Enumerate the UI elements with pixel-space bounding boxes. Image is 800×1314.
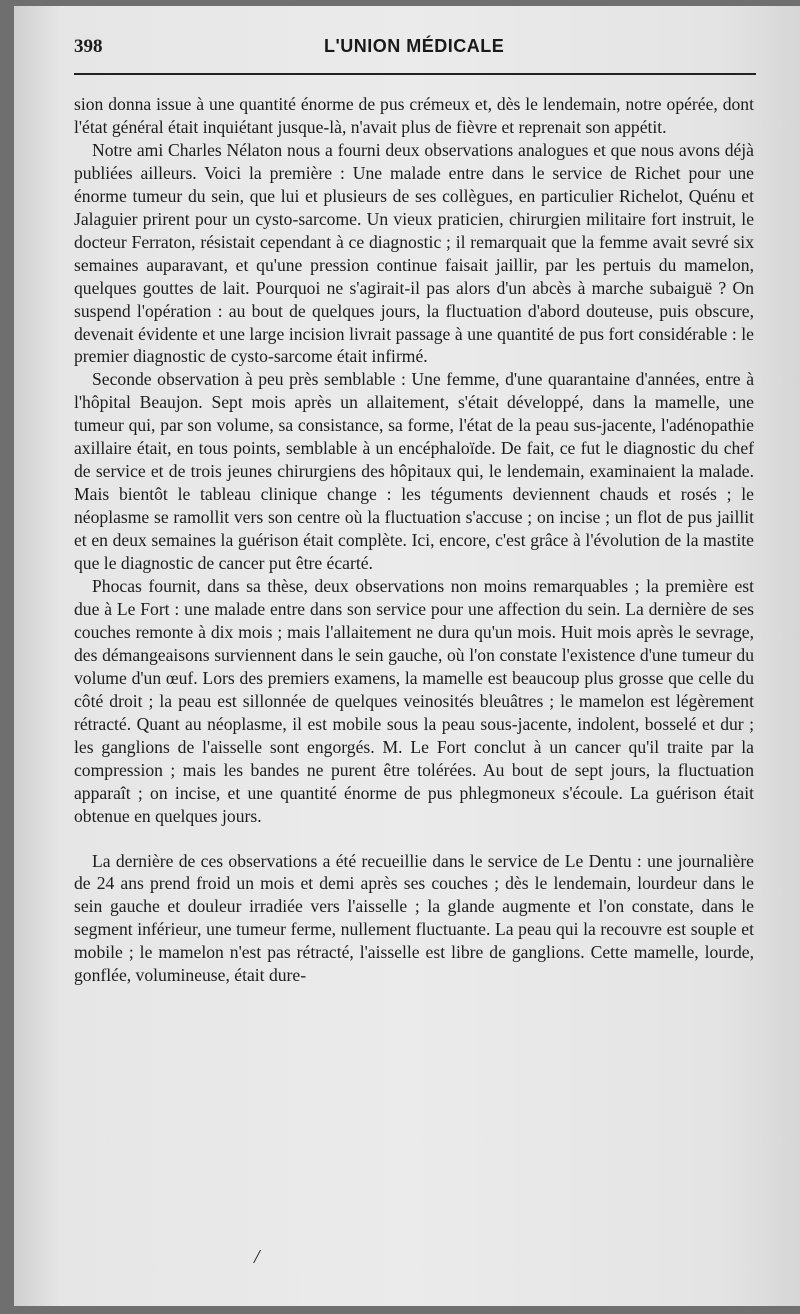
journal-title: L'UNION MÉDICALE: [324, 36, 505, 56]
paragraph: Seconde observation à peu près semblable : Une femme, d'une quarantaine d'années, entre à l'hôpital Beaujon. Sept mois après un allaitement, s'était développé, dans la mamelle, une tumeur qui, par son volume, sa consistance, sa forme, l'état de la peau sus-jacente, l'adénopathie axillaire était, en tous points, semblable à un encéphaloïde. De fait, ce fut le diagnostic du chef de service et de trois jeunes chirurgiens des hôpitaux qui, le lendemain, examinaient la malade. Mais bientôt le tableau clinique change : les téguments deviennent chauds et rosés ; le néoplasme se ramollit vers son centre où la fluctuation s'accuse ; on incise ; un flot de pus jaillit et en deux semaines la guérison était complète. Ici, encore, c'est grâce à l'évolution de la mastite que le diagnostic de cancer put être écarté.: [74, 369, 754, 574]
page-header: [74, 36, 754, 60]
paragraph: sion donna issue à une quantité énorme de pus crémeux et, dès le lendemain, notre opérée, dont l'état général était inquiétant jusque-là, n'avait plus de fièvre et reprenait son appétit.: [74, 94, 754, 137]
document-page: [14, 6, 800, 1306]
paragraph: Notre ami Charles Nélaton nous a fourni deux observations analogues et que nous avons déjà publiées ailleurs. Voici la première : Une malade entre dans le service de Richet pour une énorme tumeur du sein, que lui et plusieurs de ses collègues, en particulier Richelot, Quénu et Jalaguier prirent pour un cysto-sarcome. Un vieux praticien, chirurgien militaire fort instruit, le docteur Ferraton, résistait cependant à ce diagnostic ; il remarquait que la femme avait sevré six semaines auparavant, et qu'une pression continue faisait jaillir, par les pertuis du mamelon, quelques gouttes de lait. Pourquoi ne s'agirait-il pas alors d'un abcès à marche subaiguë ? On suspend l'opération : au bout de quelques jours, la fluctuation d'abord douteuse, puis obscure, devenait évidente et une large incision livrait passage à une quantité de pus fort considérable : le premier diagnostic de cysto-sarcome était infirmé.: [74, 139, 754, 367]
paragraph: La dernière de ces observations a été recueillie dans le service de Le Dentu : une journalière de 24 ans prend froid un mois et demi après ses couches ; dès le lendemain, lourdeur dans le sein gauche et douleur irradiée vers l'aisselle ; la glande augmente et l'on constate, dans le segment inférieur, une tumeur ferme, nullement fluctuante. La peau qui la recouvre est souple et mobile ; le mamelon n'est pas rétracté, l'aisselle est libre de ganglions. Cette mamelle, lourde, gonflée, volumineuse, était dure-: [74, 850, 754, 986]
footer-signature-mark: /: [254, 1246, 260, 1268]
header-rule: [74, 73, 756, 75]
article-body: [74, 93, 754, 987]
paragraph: Phocas fournit, dans sa thèse, deux observations non moins remarquables ; la première est due à Le Fort : une malade entre dans son service pour une affection du sein. La dernière de ses couches remonte à dix mois ; mais l'allaitement ne dura qu'un mois. Huit mois après le sevrage, des démangeaisons surviennent dans le sein gauche, où l'on constate l'existence d'une tumeur du volume d'un œuf. Lors des premiers examens, la mamelle est beaucoup plus grosse que celle du côté droit ; la peau est sillonnée de quelques veinosités bleuâtres ; le mamelon est légèrement rétracté. Quant au néoplasme, il est mobile sous la peau sous-jacente, indolent, bosselé et dur ; les ganglions de l'aisselle sont engorgés. M. Le Fort conclut à un cancer qu'il traite par la compression ; mais les bandes ne purent être tolérées. Au bout de sept jours, la fluctuation apparaît ; on incise, et une quantité énorme de pus phlegmoneux s'écoule. La guérison était obtenue en quelques jours.: [74, 576, 754, 826]
page-number: 398: [74, 36, 103, 57]
